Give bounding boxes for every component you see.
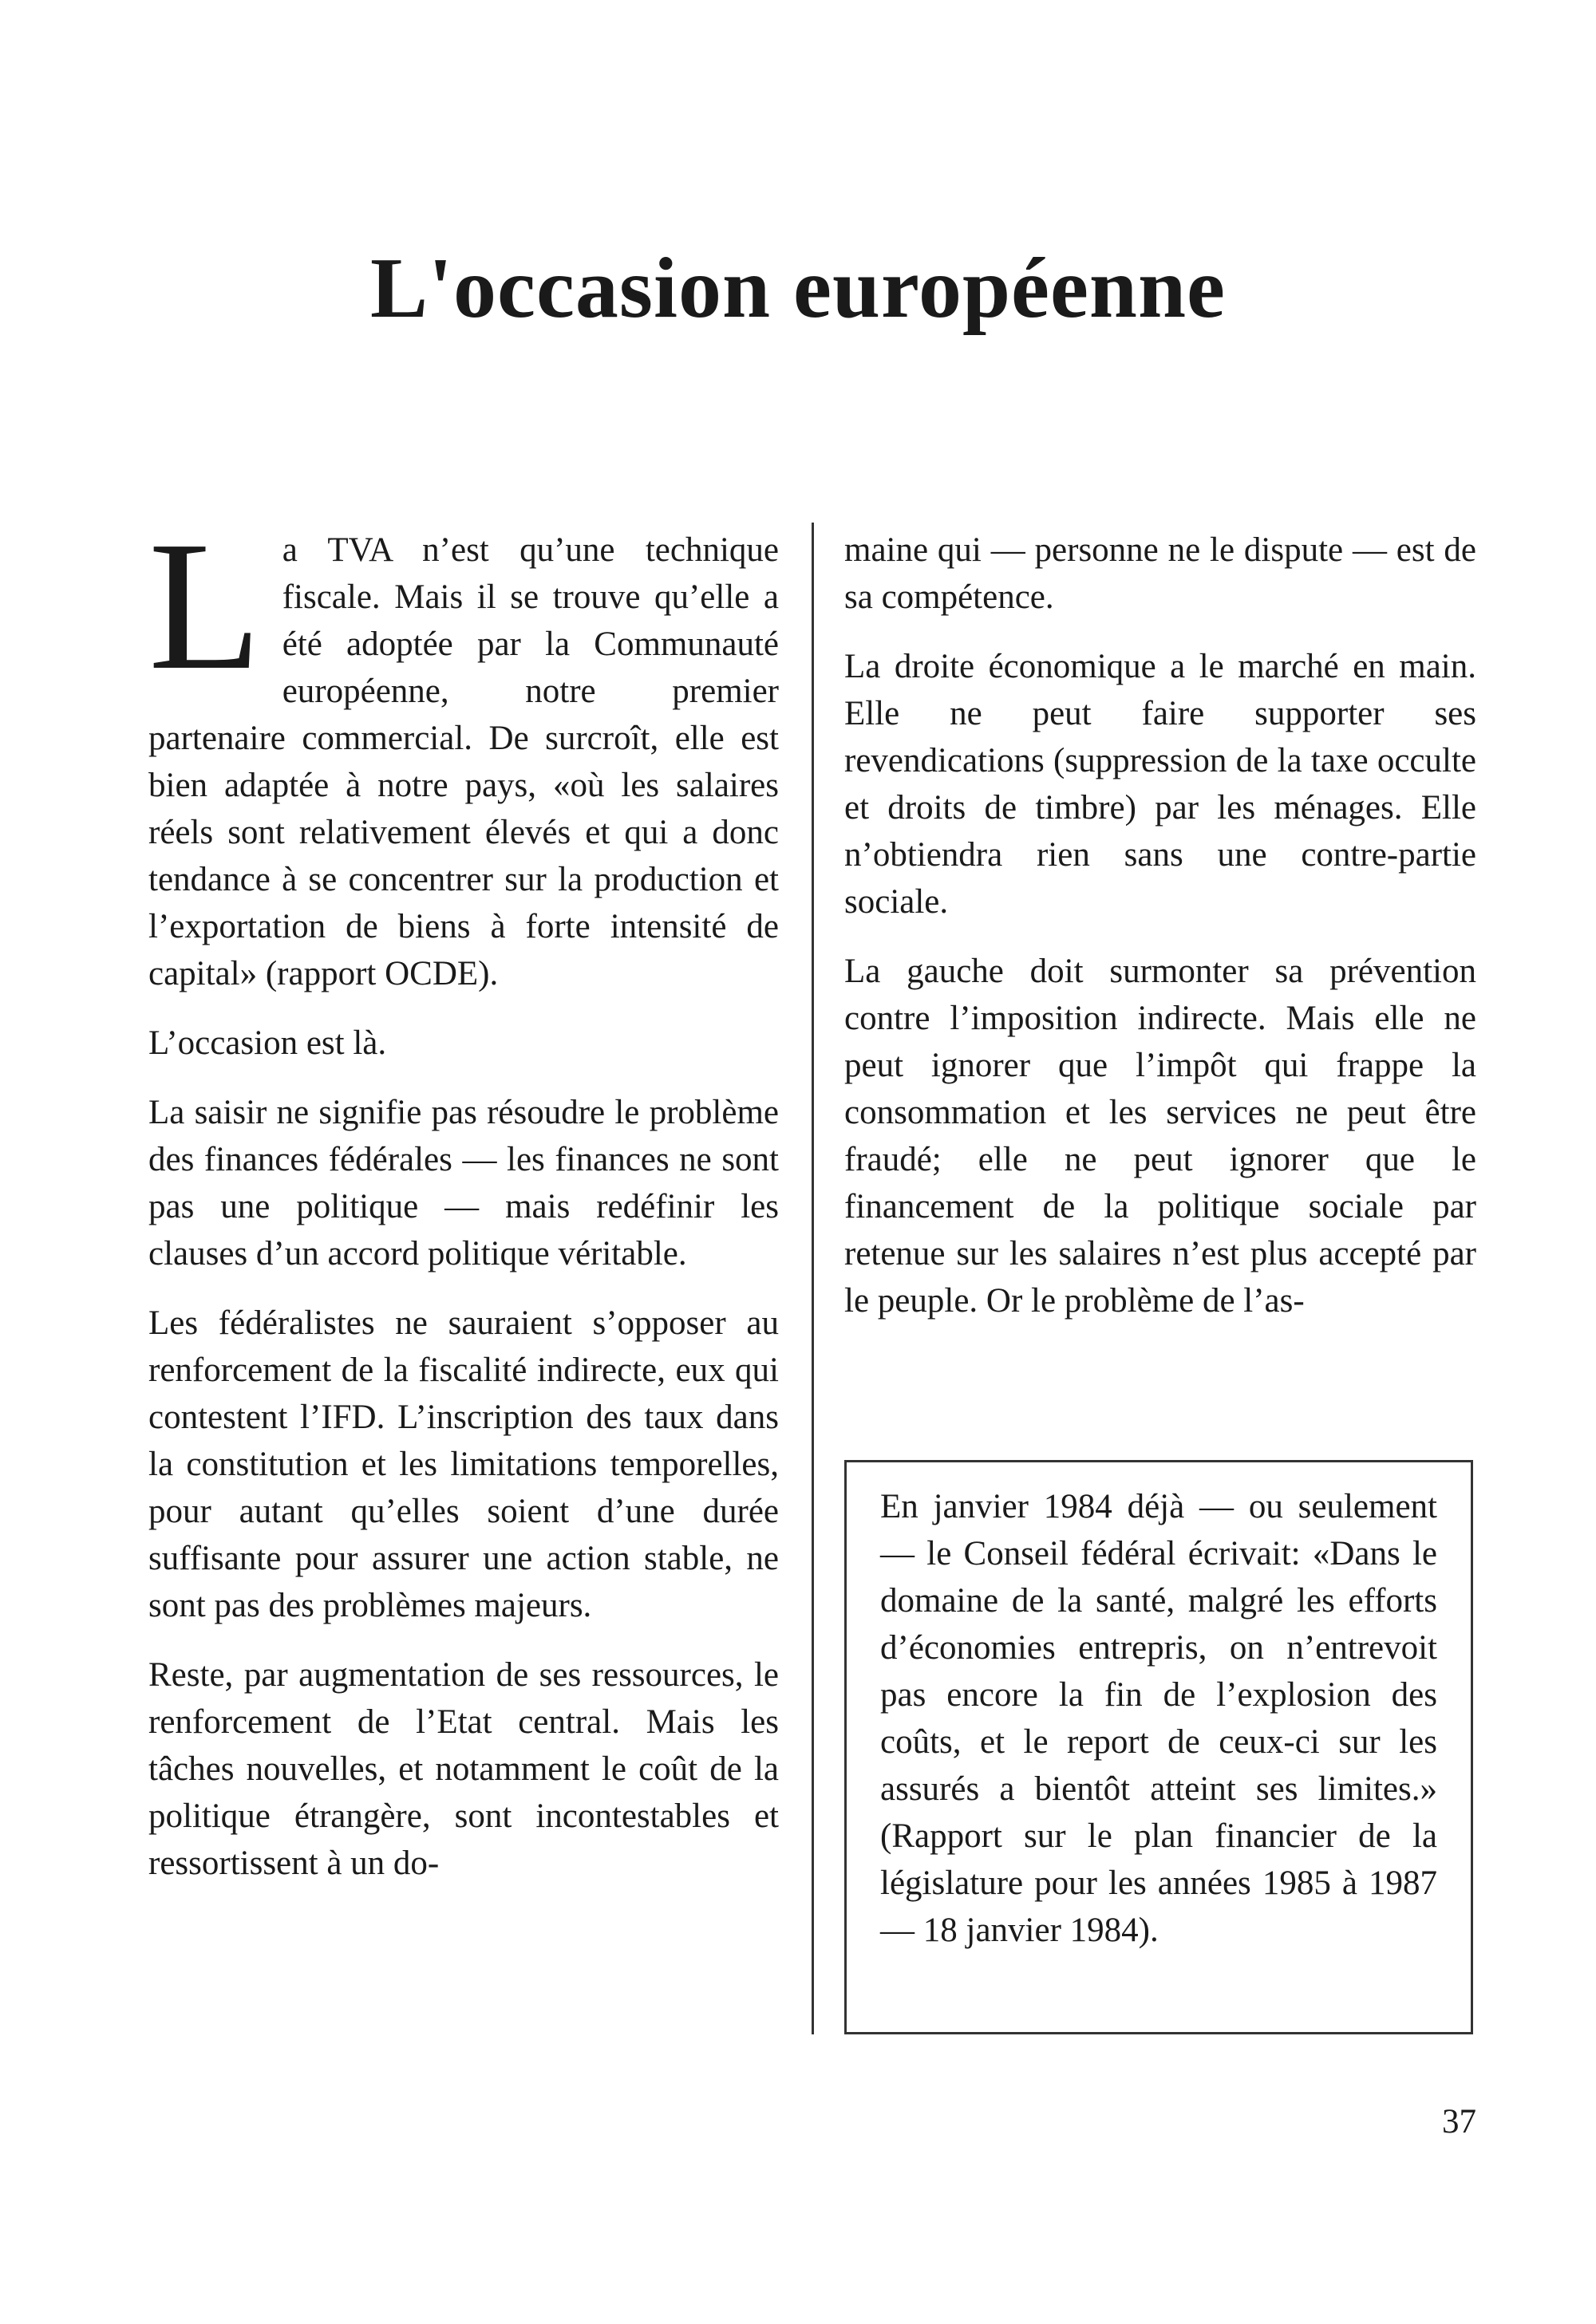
paragraph: Reste, par augmentation de ses ressources, le renforcement de l’Etat central. Mais les tâches nouvelles, et notamment le coût de la politique étrangère, sont incontestables et ressortissent à un do- xyxy=(148,1656,779,1882)
column-divider xyxy=(812,523,814,2034)
right-column xyxy=(844,527,1476,1347)
drop-cap: L xyxy=(148,503,262,708)
paragraph-text: a TVA n’est qu’une technique fiscale. Mais il se trouve qu’elle a été adoptée par la Communauté européenne, notre premier partenaire commercial. De surcroît, elle est bien adaptée à notre pays, «où les salaires réels sont relativement élevés et qui a donc tendance à se concentrer sur la production et l’exportation de biens à forte intensité de capital» (rapport OCDE). xyxy=(148,531,779,992)
paragraph: La droite économique a le marché en main. Elle ne peut faire supporter ses revendications (suppression de la taxe occulte et droits de timbre) par les ménages. Elle n’obtiendra rien sans une contre-partie sociale. xyxy=(844,648,1476,921)
paragraph: Les fédéralistes ne sauraient s’opposer au renforcement de la fiscalité indirecte, eux qui contestent l’IFD. L’inscription des taux dans la constitution et les limitations temporelles, pour autant qu’elles soient d’une durée suffisante pour assurer une action stable, ne sont pas des problèmes majeurs. xyxy=(148,1304,779,1624)
paragraph: La saisir ne signifie pas résoudre le problème des finances fédérales — les finances ne sont pas une politique — mais redéfinir les clauses d’un accord politique véritable. xyxy=(148,1094,779,1272)
page-number: 37 xyxy=(1442,2103,1476,2141)
page-title: L'occasion européenne xyxy=(370,241,1226,336)
paragraph xyxy=(148,503,779,997)
paragraph: La gauche doit surmonter sa prévention contre l’imposition indirecte. Mais elle ne peut ignorer que l’impôt qui frappe la consommation et les services ne peut être fraudé; elle ne peut ignorer que le financement de la politique sociale par retenue sur les salaires n’est plus accepté par le peuple. Or le problème de l’as- xyxy=(844,953,1476,1320)
paragraph: maine qui — personne ne le dispute — est de sa compétence. xyxy=(844,531,1476,616)
quote-text: En janvier 1984 déjà — ou seulement — le Conseil fédéral écrivait: «Dans le domaine de la santé, malgré les efforts d’économies entrepris, on n’entrevoit pas encore la fin de l’explosion des coûts, et le report de ceux-ci sur les assurés a bientôt atteint ses limites.» (Rapport sur le plan financier de la législature pour les années 1985 à 1987 — 18 janvier 1984). xyxy=(880,1488,1437,1949)
paragraph: L’occasion est là. xyxy=(148,1024,387,1062)
left-column xyxy=(148,503,779,1909)
quote-box xyxy=(844,1460,1473,2034)
